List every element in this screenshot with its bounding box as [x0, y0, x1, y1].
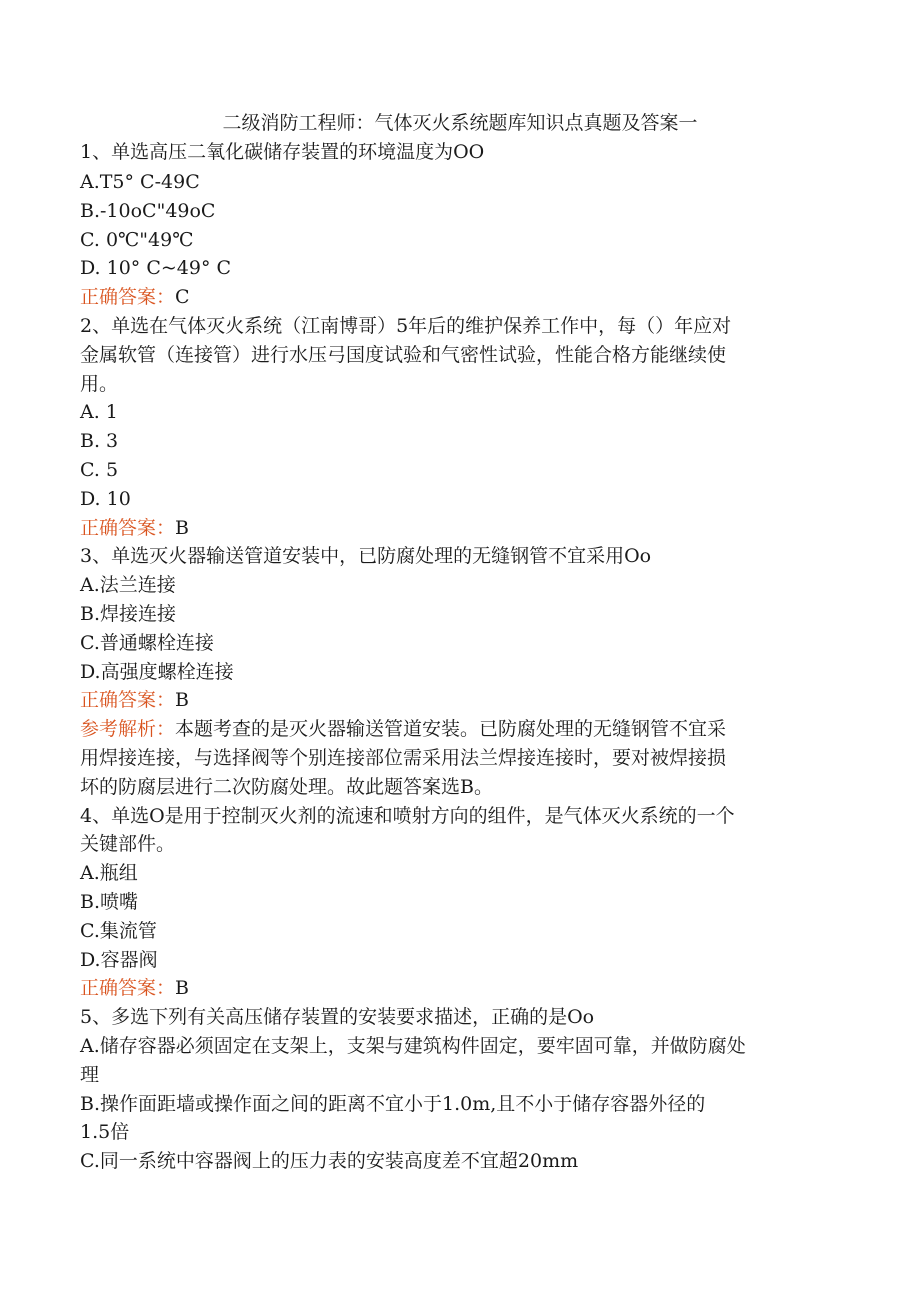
q3-analysis-line-2: 用焊接连接，与选择阀等个别连接部位需采用法兰焊接连接时，要对被焊接损	[80, 747, 727, 769]
q1-option-a: A.T5° C-49C	[80, 171, 200, 193]
q4-option-a: A.瓶组	[80, 862, 138, 884]
q5-option-b-line-1: B.操作面距墙或操作面之间的距离不宜小于1.0m,且不小于储存容器外径的	[80, 1093, 706, 1115]
answer-label: 正确答案：	[80, 286, 176, 308]
q3-analysis-text-1: 本题考查的是灭火器输送管道安装。已防腐处理的无缝钢管不宜采	[175, 718, 727, 740]
q3-option-d: D.高强度螺栓连接	[80, 661, 234, 683]
q3-stem: 3、单选灭火器输送管道安装中，已防腐处理的无缝钢管不宜采用Oo	[80, 545, 652, 567]
q1-answer	[80, 283, 190, 312]
q2-option-b: B. 3	[80, 430, 119, 452]
answer-label: 正确答案：	[80, 977, 176, 999]
q3-option-c: C.普通螺栓连接	[80, 632, 214, 654]
q1-option-b: B.-10oC"49oC	[80, 200, 216, 222]
q3-answer	[80, 686, 189, 715]
q2-stem-line-1: 2、单选在气体灭火系统（江南博哥）5年后的维护保养工作中，每（）年应对	[80, 315, 732, 337]
q1-answer-value: C	[175, 286, 190, 308]
q2-stem-line-3: 用。	[80, 373, 119, 395]
q5-option-a-line-2: 理	[80, 1064, 100, 1086]
q4-stem-line-2: 关键部件。	[80, 833, 176, 855]
q1-option-d: D. 10° C~49° C	[80, 257, 232, 279]
q2-answer-value: B	[175, 517, 189, 539]
q2-option-a: A. 1	[80, 401, 118, 423]
q5-option-a-line-1: A.储存容器必须固定在支架上，支架与建筑构件固定，要牢固可靠，并做防腐处	[80, 1035, 746, 1057]
q4-option-d: D.容器阀	[80, 949, 158, 971]
q1-stem: 1、单选高压二氧化碳储存装置的环境温度为OO	[80, 141, 485, 163]
q4-option-b: B.喷嘴	[80, 891, 139, 913]
q5-option-c: C.同一系统中容器阀上的压力表的安装高度差不宜超20mm	[80, 1150, 579, 1172]
q4-answer-value: B	[175, 977, 189, 999]
answer-label: 正确答案：	[80, 689, 176, 711]
q3-option-b: B.焊接连接	[80, 603, 177, 625]
q3-analysis-line-3: 坏的防腐层进行二次防腐处理。故此题答案选B。	[80, 776, 493, 798]
q5-option-b-line-2: 1.5倍	[80, 1121, 130, 1143]
q2-stem-line-2: 金属软管（连接管）进行水压弓国度试验和气密性试验，性能合格方能继续使	[80, 344, 727, 366]
q3-answer-value: B	[175, 689, 189, 711]
analysis-label: 参考解析：	[80, 718, 176, 740]
q4-option-c: C.集流管	[80, 920, 157, 942]
q5-stem: 5、多选下列有关高压储存装置的安装要求描述，正确的是Oo	[80, 1006, 595, 1028]
q2-answer	[80, 514, 189, 543]
q2-option-c: C. 5	[80, 459, 119, 481]
answer-label: 正确答案：	[80, 517, 176, 539]
q4-stem-line-1: 4、单选O是用于控制灭火剂的流速和喷射方向的组件，是气体灭火系统的一个	[80, 805, 735, 827]
q1-option-c: C. 0℃"49℃	[80, 229, 194, 251]
q4-answer	[80, 974, 189, 1003]
q2-option-d: D. 10	[80, 488, 131, 510]
document-title: 二级消防工程师：气体灭火系统题库知识点真题及答案一	[222, 112, 698, 134]
q3-analysis-line-1	[80, 715, 726, 744]
q3-option-a: A.法兰连接	[80, 574, 176, 596]
